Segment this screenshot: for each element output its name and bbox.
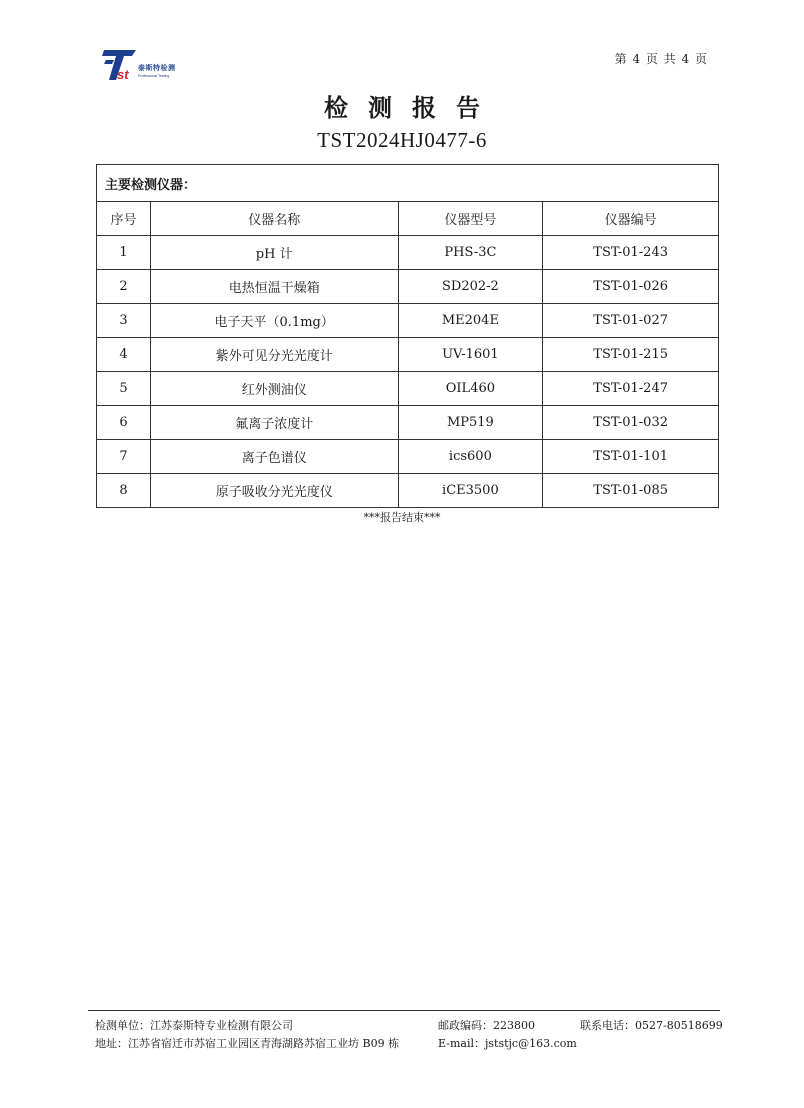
cell-no: 6 <box>97 406 151 440</box>
footer-postal: 邮政编码：223800 <box>438 1019 535 1032</box>
cell-no: 1 <box>97 236 151 270</box>
cell-name: 电热恒温干燥箱 <box>150 270 398 304</box>
column-header-no: 序号 <box>97 202 151 236</box>
logo-company-en: Professional Testing <box>138 74 170 78</box>
cell-name: pH 计 <box>150 236 398 270</box>
table-row <box>97 474 719 508</box>
table-row <box>97 236 719 270</box>
header-row <box>97 202 719 236</box>
cell-code: TST-01-247 <box>543 372 719 406</box>
logo-company-cn: 泰斯特检测 <box>138 64 176 72</box>
cell-name: 氟离子浓度计 <box>150 406 398 440</box>
table-row <box>97 372 719 406</box>
cell-model: MP519 <box>398 406 543 440</box>
cell-code: TST-01-026 <box>543 270 719 304</box>
column-header-model: 仪器型号 <box>398 202 543 236</box>
table-row <box>97 270 719 304</box>
table-row <box>97 406 719 440</box>
table-row <box>97 338 719 372</box>
column-header-code: 仪器编号 <box>543 202 719 236</box>
cell-no: 4 <box>97 338 151 372</box>
cell-name: 电子天平（0.1mg） <box>150 304 398 338</box>
table-row <box>97 304 719 338</box>
cell-no: 5 <box>97 372 151 406</box>
cell-code: TST-01-027 <box>543 304 719 338</box>
cell-model: PHS-3C <box>398 236 543 270</box>
footer-divider <box>88 1010 720 1011</box>
cell-model: ME204E <box>398 304 543 338</box>
cell-model: iCE3500 <box>398 474 543 508</box>
cell-no: 2 <box>97 270 151 304</box>
company-logo <box>102 46 202 86</box>
logo-mark-icon <box>102 46 138 86</box>
report-title: 检测报告 <box>324 94 500 122</box>
instrument-table <box>96 164 719 508</box>
cell-code: TST-01-243 <box>543 236 719 270</box>
section-row <box>97 165 719 202</box>
footer-address: 地址：江苏省宿迁市苏宿工业园区青海湖路苏宿工业坊 B09 栋 <box>95 1037 400 1050</box>
cell-code: TST-01-032 <box>543 406 719 440</box>
cell-no: 8 <box>97 474 151 508</box>
report-end-mark: ***报告结束*** <box>363 511 441 524</box>
cell-name: 红外测油仪 <box>150 372 398 406</box>
cell-no: 7 <box>97 440 151 474</box>
cell-name: 原子吸收分光光度仪 <box>150 474 398 508</box>
cell-no: 3 <box>97 304 151 338</box>
cell-model: SD202-2 <box>398 270 543 304</box>
cell-name: 紫外可见分光光度计 <box>150 338 398 372</box>
cell-model: OIL460 <box>398 372 543 406</box>
logo-mark-text: st <box>117 67 129 82</box>
cell-code: TST-01-085 <box>543 474 719 508</box>
report-number: TST2024HJ0477-6 <box>317 128 487 152</box>
cell-name: 离子色谱仪 <box>150 440 398 474</box>
cell-model: ics600 <box>398 440 543 474</box>
table-row <box>97 440 719 474</box>
cell-code: TST-01-101 <box>543 440 719 474</box>
cell-model: UV-1601 <box>398 338 543 372</box>
footer-email: E-mail：jststjc@163.com <box>438 1037 577 1050</box>
page-number: 第 4 页 共 4 页 <box>614 52 708 66</box>
cell-code: TST-01-215 <box>543 338 719 372</box>
column-header-name: 仪器名称 <box>150 202 398 236</box>
section-title: 主要检测仪器： <box>97 165 719 202</box>
footer-unit: 检测单位：江苏泰斯特专业检测有限公司 <box>95 1019 293 1032</box>
footer-phone: 联系电话：0527-80518699 <box>580 1019 723 1032</box>
